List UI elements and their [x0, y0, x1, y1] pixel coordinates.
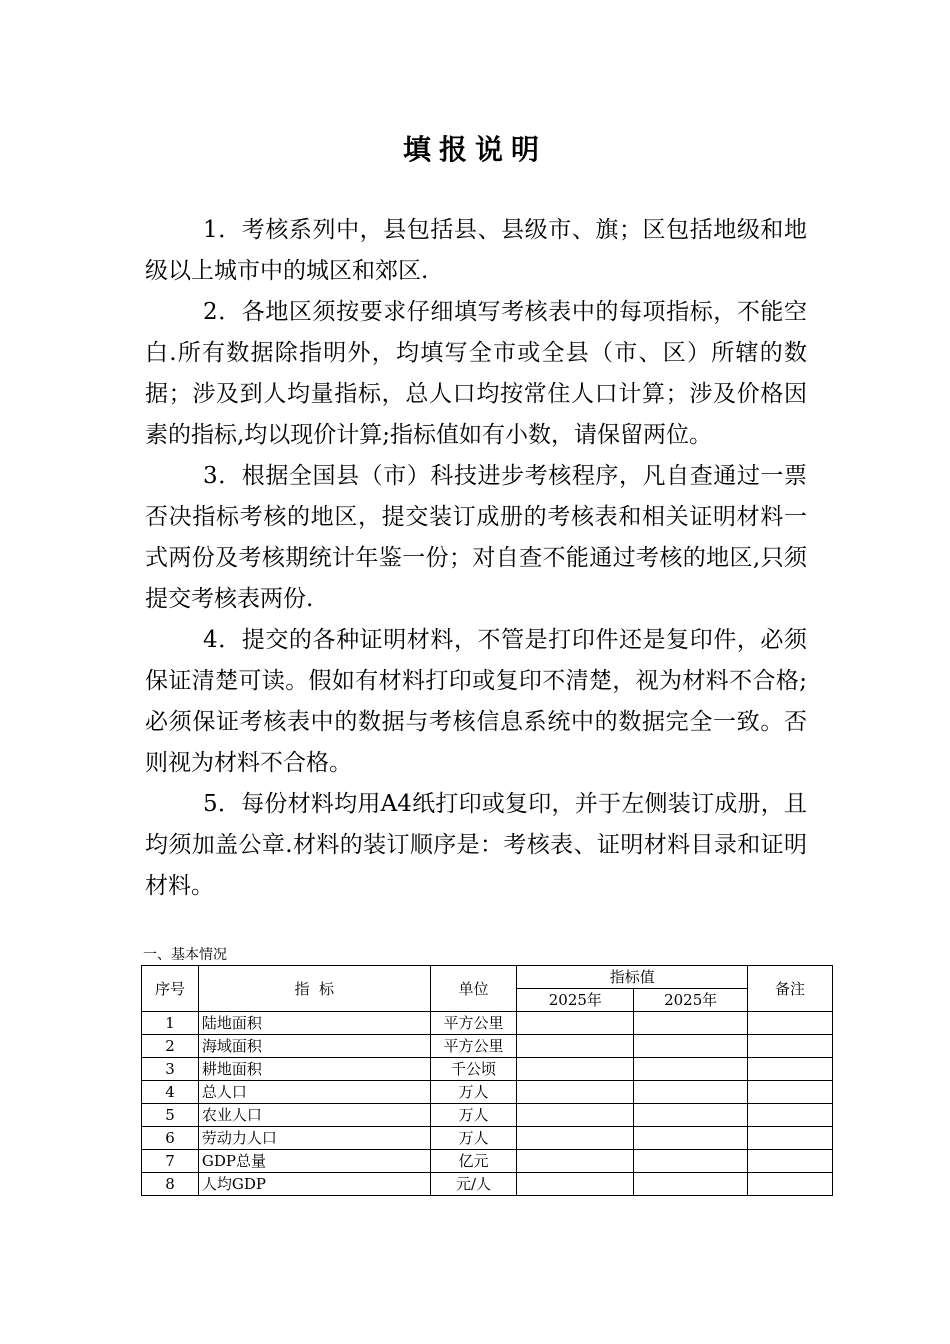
row-note: [748, 1012, 833, 1035]
header-note: 备注: [748, 966, 833, 1012]
header-indicator: 指 标: [198, 966, 430, 1012]
header-year-1: 2025年: [517, 989, 634, 1012]
row-note: [748, 1127, 833, 1150]
row-note: [748, 1035, 833, 1058]
row-seq: 8: [142, 1173, 199, 1196]
row-note: [748, 1150, 833, 1173]
row-value-year-2: [634, 1012, 748, 1035]
basic-info-table: [141, 965, 833, 1196]
row-seq: 5: [142, 1104, 199, 1127]
row-value-year-2: [634, 1173, 748, 1196]
row-seq: 7: [142, 1150, 199, 1173]
row-unit: 万人: [430, 1081, 517, 1104]
row-value-year-1: [517, 1104, 634, 1127]
row-unit: 平方公里: [430, 1035, 517, 1058]
row-indicator: 人均GDP: [198, 1173, 430, 1196]
row-value-year-2: [634, 1058, 748, 1081]
table-row: [142, 1127, 833, 1150]
row-value-year-1: [517, 1127, 634, 1150]
row-value-year-2: [634, 1104, 748, 1127]
section-title: 一、基本情况: [143, 947, 227, 963]
header-seq: 序号: [142, 966, 199, 1012]
header-unit: 单位: [430, 966, 517, 1012]
instruction-paragraph-1: 1．考核系列中，县包括县、县级市、旗；区包括地级和地级以上城市中的城区和郊区.: [145, 217, 807, 284]
table-row: [142, 1035, 833, 1058]
row-indicator: 农业人口: [198, 1104, 430, 1127]
row-unit: 千公顷: [430, 1058, 517, 1081]
row-value-year-1: [517, 1035, 634, 1058]
row-unit: 万人: [430, 1104, 517, 1127]
row-unit: 平方公里: [430, 1012, 517, 1035]
row-indicator: 耕地面积: [198, 1058, 430, 1081]
row-indicator: 总人口: [198, 1081, 430, 1104]
row-value-year-1: [517, 1081, 634, 1104]
row-seq: 3: [142, 1058, 199, 1081]
instruction-paragraph-5: 5．每份材料均用A4纸打印或复印，并于左侧装订成册，且均须加盖公章.材料的装订顺序是：考核表、证明材料目录和证明材料。: [145, 791, 807, 899]
header-year-2: 2025年: [634, 989, 748, 1012]
table-row: [142, 1104, 833, 1127]
row-indicator: 劳动力人口: [198, 1127, 430, 1150]
row-seq: 4: [142, 1081, 199, 1104]
row-value-year-1: [517, 1173, 634, 1196]
row-unit: 元/人: [430, 1173, 517, 1196]
page-title: 填报说明: [402, 133, 547, 166]
instruction-paragraph-3: 3．根据全国县（市）科技进步考核程序，凡自查通过一票否决指标考核的地区，提交装订成册的考核表和相关证明材料一式两份及考核期统计年鉴一份；对自查不能通过考核的地区,只须提交考核表两份.: [145, 463, 807, 612]
row-unit: 亿元: [430, 1150, 517, 1173]
instruction-paragraph-2: 2．各地区须按要求仔细填写考核表中的每项指标，不能空白.所有数据除指明外，均填写全市或全县（市、区）所辖的数据；涉及到人均量指标，总人口均按常住人口计算；涉及价格因素的指标,均以现价计算;指标值如有小数，请保留两位。: [145, 299, 807, 448]
row-note: [748, 1173, 833, 1196]
table-row: [142, 1081, 833, 1104]
row-seq: 6: [142, 1127, 199, 1150]
row-seq: 2: [142, 1035, 199, 1058]
row-note: [748, 1081, 833, 1104]
table-row: [142, 1012, 833, 1035]
instruction-paragraph-4: 4．提交的各种证明材料，不管是打印件还是复印件，必须保证清楚可读。假如有材料打印或复印不清楚，视为材料不合格;必须保证考核表中的数据与考核信息系统中的数据完全一致。否则视为材料不合格。: [145, 627, 807, 776]
row-value-year-2: [634, 1150, 748, 1173]
row-value-year-2: [634, 1081, 748, 1104]
row-indicator: 陆地面积: [198, 1012, 430, 1035]
table-row: [142, 1058, 833, 1081]
row-value-year-1: [517, 1150, 634, 1173]
header-value-group: 指标值: [517, 966, 748, 989]
row-seq: 1: [142, 1012, 199, 1035]
table-row: [142, 1150, 833, 1173]
row-indicator: 海域面积: [198, 1035, 430, 1058]
table-row: [142, 1173, 833, 1196]
row-unit: 万人: [430, 1127, 517, 1150]
row-note: [748, 1058, 833, 1081]
row-note: [748, 1104, 833, 1127]
row-value-year-1: [517, 1012, 634, 1035]
row-indicator: GDP总量: [198, 1150, 430, 1173]
row-value-year-2: [634, 1127, 748, 1150]
instructions: [145, 210, 807, 907]
row-value-year-1: [517, 1058, 634, 1081]
row-value-year-2: [634, 1035, 748, 1058]
